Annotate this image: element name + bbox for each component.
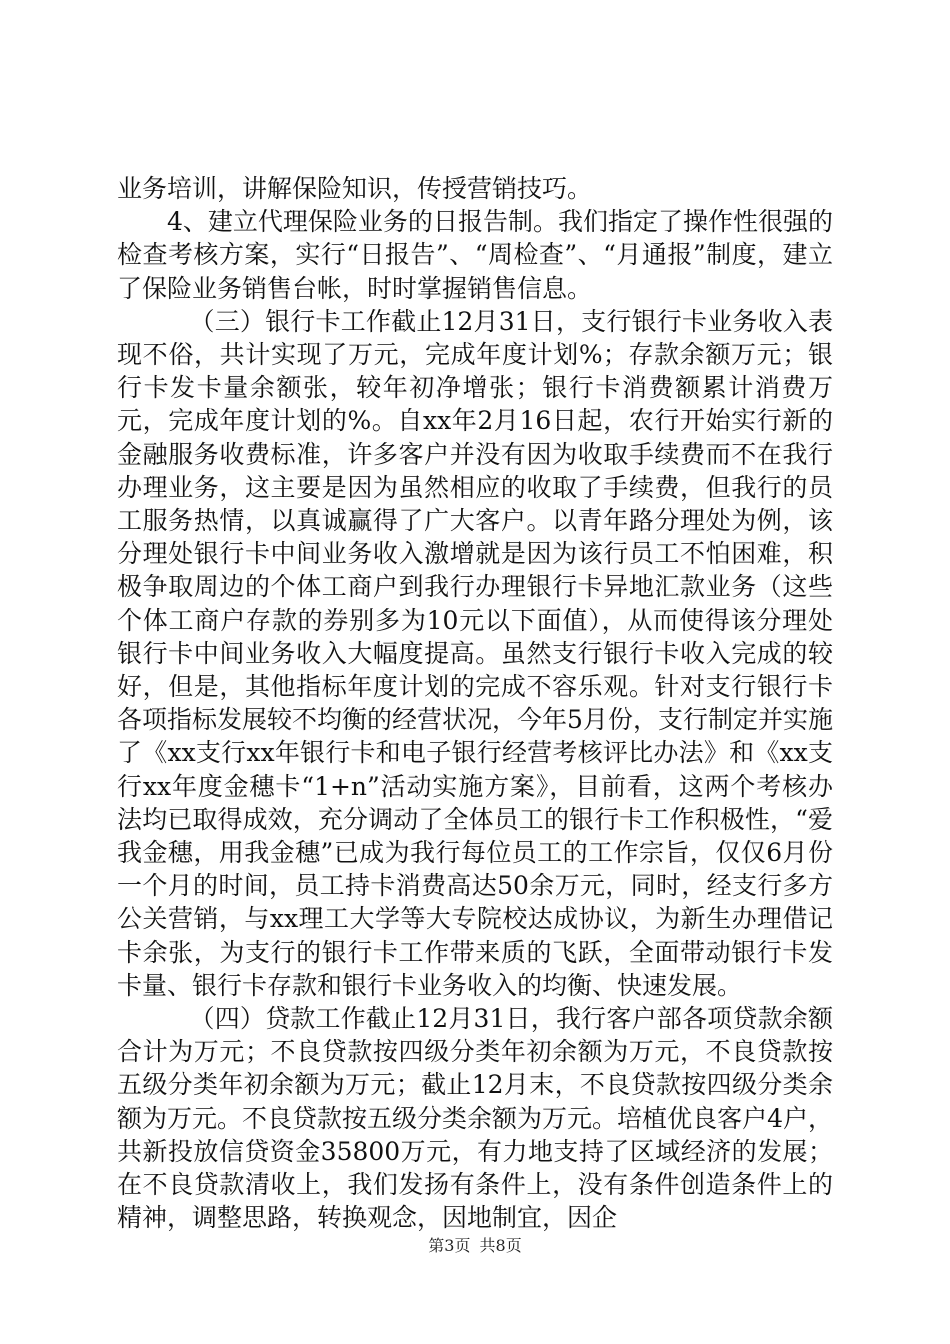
paragraph-bank-card: （三）银行卡工作截止12月31日，支行银行卡业务收入表现不俗，共计实现了万元，完成年度计划%；存款余额万元；银行卡发卡量余额张，较年初净增张；银行卡消费额累计消费万元，完成年度计划的%。自xx年2月16日起，农行开始实行新的金融服务收费标准，许多客户并没有因为收取手续费而不在我行办理业务，这主要是因为虽然相应的收取了手续费，但我行的员工服务热情，以真诚赢得了广大客户。以青年路分理处为例，该分理处银行卡中间业务收入激增就是因为该行员工不怕困难，积极争取周边的个体工商户到我行办理银行卡异地汇款业务（这些个体工商户存款的券别多为10元以下面值），从而使得该分理处银行卡中间业务收入大幅度提高。虽然支行银行卡收入完成的较好，但是，其他指标年度计划的完成不容乐观。针对支行银行卡各项指标发展较不均衡的经营状况，今年5月份，支行制定并实施了《xx支行xx年银行卡和电子银行经营考核评比办法》和《xx支行xx年度金穗卡“1+n”活动实施方案》，目前看，这两个考核办法均已取得成效，充分调动了全体员工的银行卡工作积极性，“爱我金穗，用我金穗”已成为我行每位员工的工作宗旨，仅仅6月份一个月的时间，员工持卡消费高达50余万元，同时，经支行多方公关营销，与xx理工大学等大专院校达成协议，为新生办理借记卡余张，为支行的银行卡工作带来质的飞跃，全面带动银行卡发卡量、银行卡存款和银行卡业务收入的均衡、快速发展。	[117, 306, 833, 1000]
document-body	[117, 172, 833, 1235]
page-number: 第3页	[428, 1236, 471, 1255]
paragraph-training: 业务培训，讲解保险知识，传授营销技巧。	[117, 174, 593, 203]
paragraph-loans: （四）贷款工作截止12月31日，我行客户部各项贷款余额合计为万元；不良贷款按四级分类年初余额为万元，不良贷款按五级分类年初余额为万元；截止12月末，不良贷款按四级分类余额为万元。不良贷款按五级分类余额为万元。培植优良客户4户，共新投放信贷资金35800万元，有力地支持了区域经济的发展；在不良贷款清收上，我们发扬有条件上，没有条件创造条件上的精神，调整思路，转换观念，因地制宜，因企	[117, 1004, 833, 1233]
page-footer	[0, 1236, 950, 1256]
paragraph-daily-report: 4、建立代理保险业务的日报告制。我们指定了操作性很强的检查考核方案，实行“日报告”、“周检查”、“月通报”制度，建立了保险业务销售台帐，时时掌握销售信息。	[117, 207, 833, 303]
page-total: 共8页	[479, 1236, 522, 1255]
